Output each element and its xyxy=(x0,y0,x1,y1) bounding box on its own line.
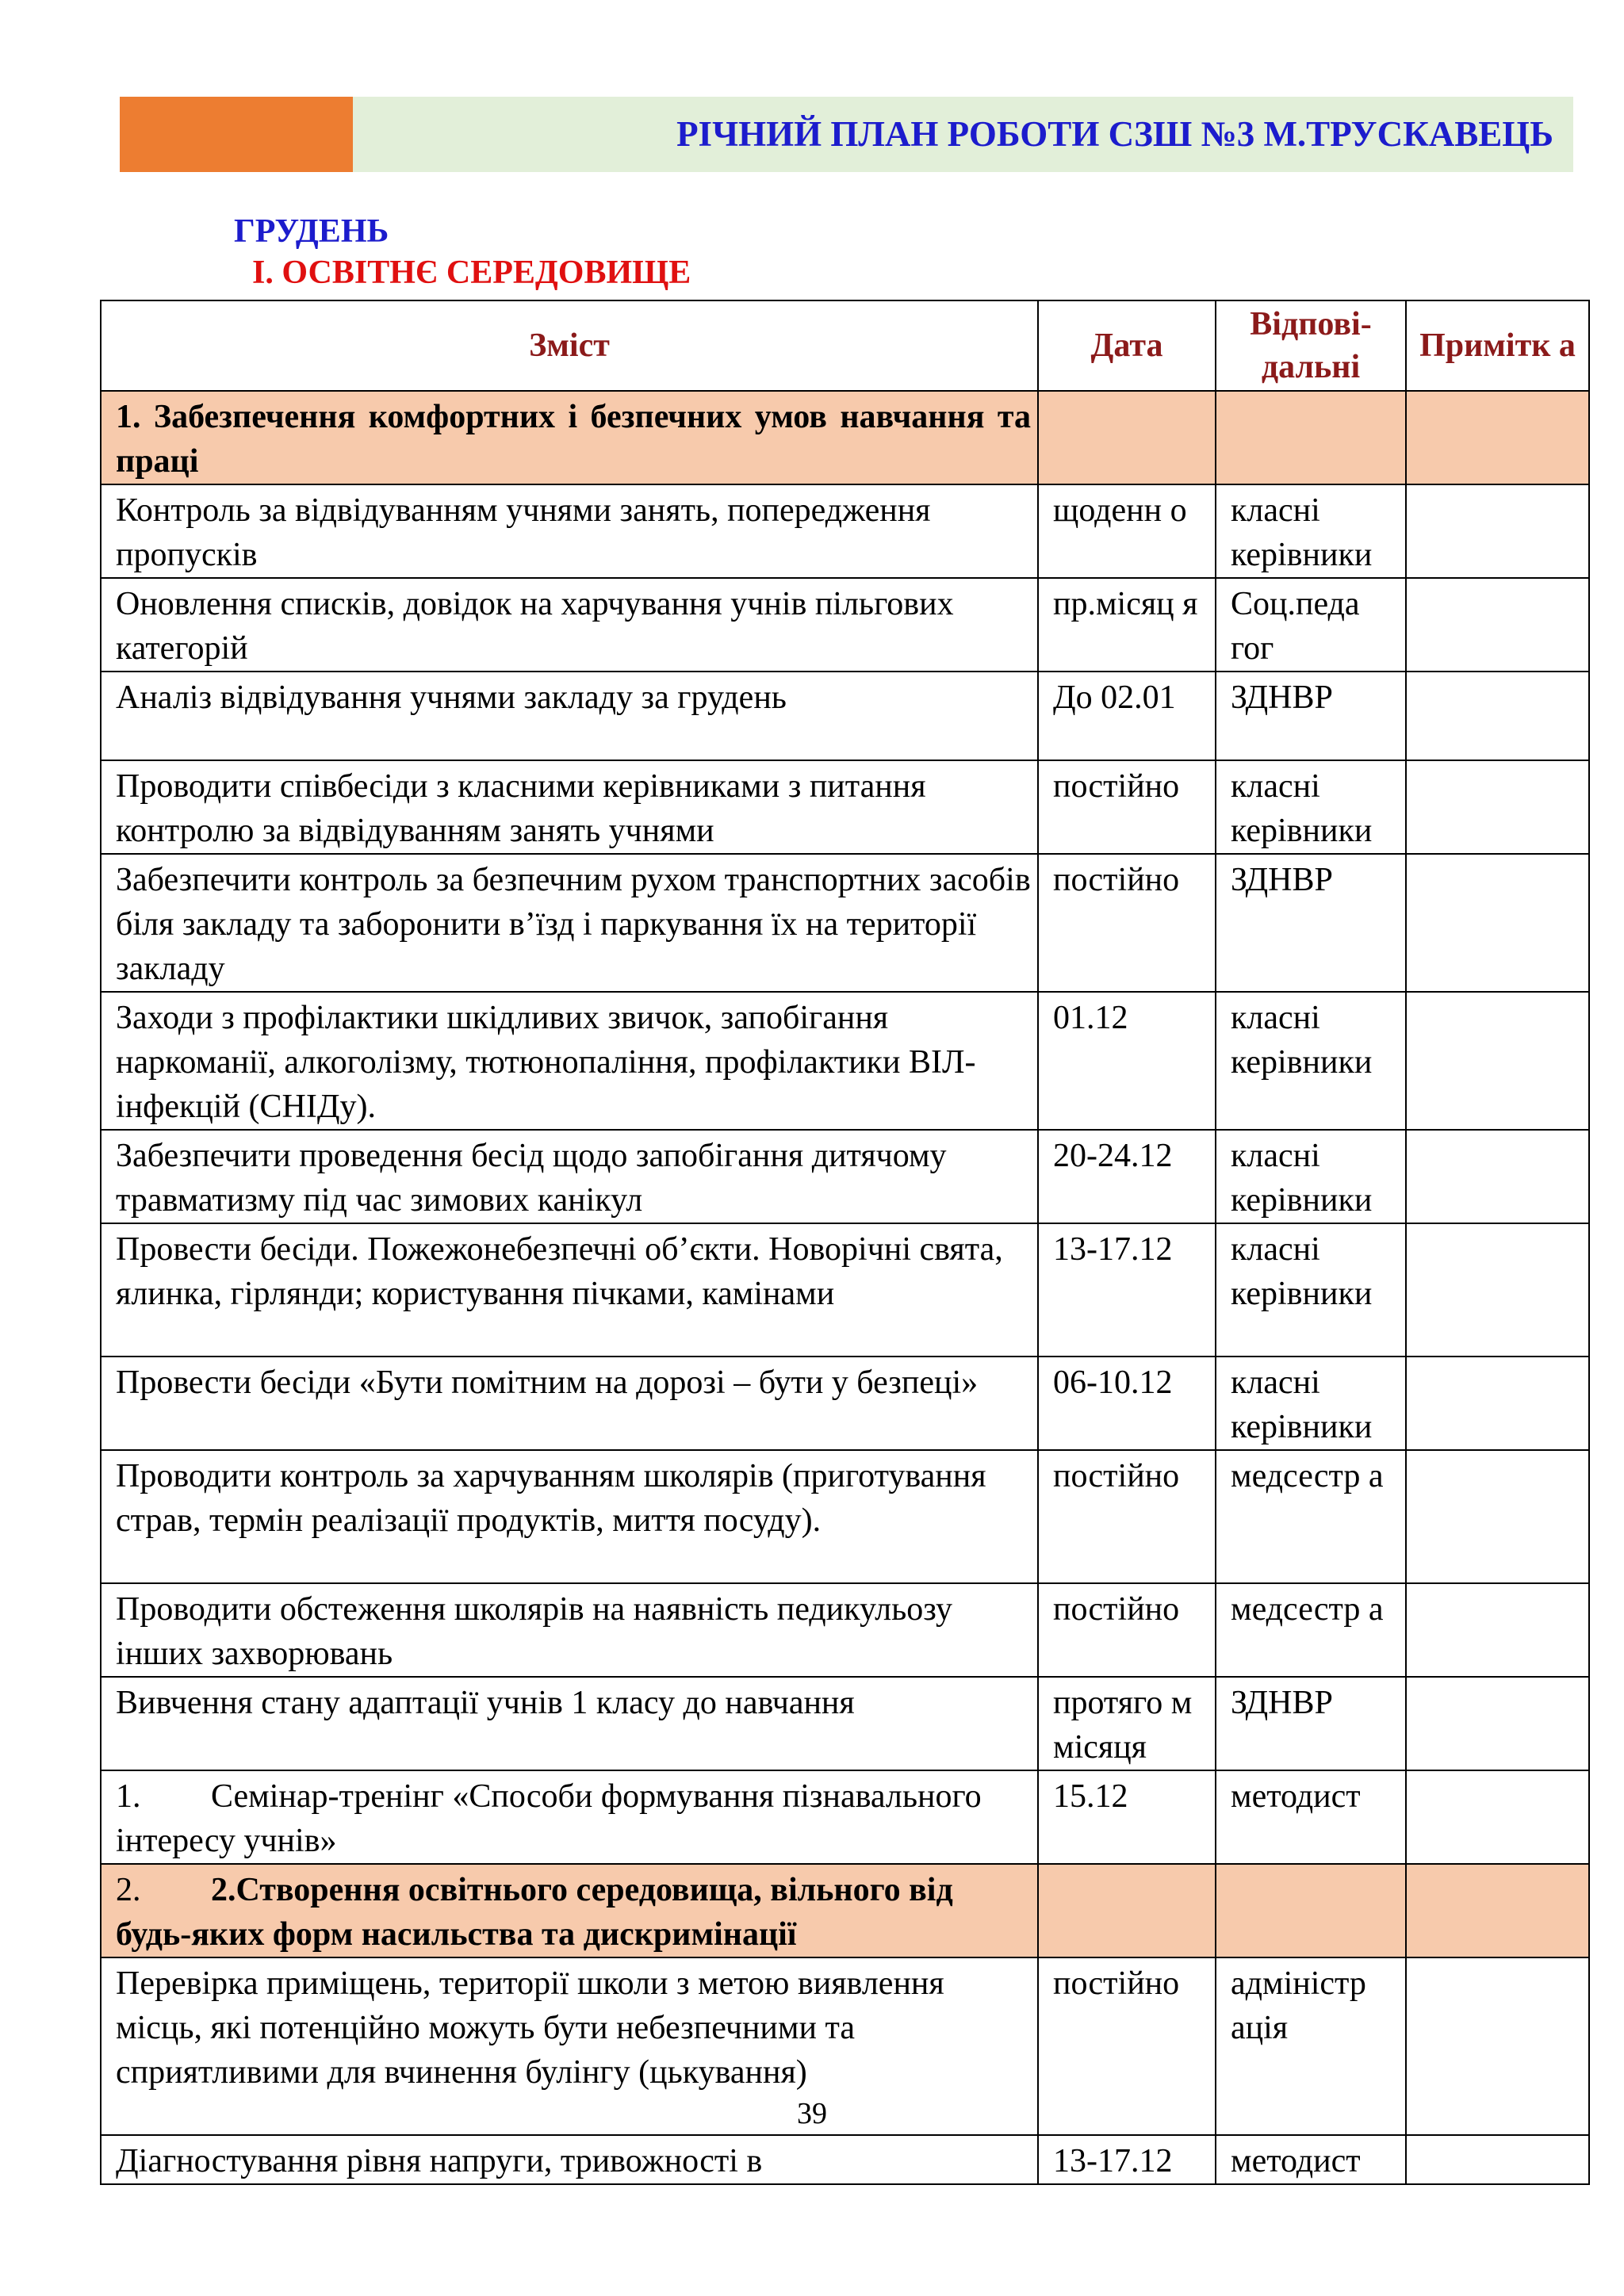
row-content: Оновлення списків, довідок на харчування учнів пільгових категорій xyxy=(116,586,954,667)
row-content: Діагностування рівня напруги, тривожності в xyxy=(116,2143,763,2179)
row-responsible: ЗДНВР xyxy=(1231,1685,1333,1721)
row-note xyxy=(1407,1958,1588,1961)
row-content: Заходи з профілактики шкідливих звичок, запобігання наркоманії, алкоголізму, тютюнопаління, профілактики ВІЛ-інфекцій (СНІДу). xyxy=(116,1000,976,1125)
row-note xyxy=(1407,761,1588,764)
row-responsible: ЗДНВР xyxy=(1231,679,1333,716)
table-row xyxy=(101,672,1589,760)
section-title xyxy=(102,1865,1037,1957)
row-number: 1. xyxy=(116,1778,141,1815)
row-note xyxy=(1407,1131,1588,1134)
row-content: Аналіз відвідування учнями закладу за грудень xyxy=(116,679,787,716)
section-row xyxy=(101,1864,1589,1957)
row-date: протяго м місяця xyxy=(1053,1685,1193,1766)
document-title: РІЧНИЙ ПЛАН РОБОТИ СЗШ №3 М.ТРУСКАВЕЦЬ xyxy=(676,114,1553,154)
row-responsible: методист xyxy=(1231,2143,1361,2179)
row-date: постійно xyxy=(1053,1965,1180,2002)
row-date: постійно xyxy=(1053,768,1180,805)
table-row xyxy=(101,1450,1589,1583)
row-date: 06-10.12 xyxy=(1053,1364,1173,1401)
row-date: постійно xyxy=(1053,1458,1180,1494)
row-content: Проводити контроль за харчуванням школярів (приготування страв, термін реалізації продуктів, миття посуду). xyxy=(116,1458,986,1539)
column-header-responsible: Відпові-дальні xyxy=(1216,300,1406,391)
row-responsible: адміністр ація xyxy=(1231,1965,1366,2046)
row-note xyxy=(1407,1224,1588,1227)
table-row xyxy=(101,1223,1589,1357)
header-accent-block xyxy=(120,97,353,172)
row-date: 01.12 xyxy=(1053,1000,1128,1036)
row-date: 13-17.12 xyxy=(1053,1231,1173,1268)
row-responsible: класні керівники xyxy=(1231,1364,1373,1445)
row-responsible: методист xyxy=(1231,1778,1361,1815)
table-row xyxy=(101,1357,1589,1450)
row-note xyxy=(1407,579,1588,582)
row-note xyxy=(1407,1678,1588,1681)
column-header-content: Зміст xyxy=(101,300,1038,391)
table-row xyxy=(101,854,1589,992)
row-note xyxy=(1407,2136,1588,2139)
table-row xyxy=(101,1583,1589,1677)
row-date: 15.12 xyxy=(1053,1778,1128,1815)
section-heading: І. ОСВІТНЄ СЕРЕДОВИЩЕ xyxy=(252,254,691,291)
table-row xyxy=(101,484,1589,578)
section-number: 2. xyxy=(116,1872,141,1908)
table-header-row xyxy=(101,300,1589,391)
page-number: 39 xyxy=(797,2097,827,2130)
row-date: постійно xyxy=(1053,862,1180,898)
section-row xyxy=(101,391,1589,484)
row-content: Провести бесіди. Пожежонебезпечні об’єкти. Новорічні свята, ялинка, гірлянди; користування пічками, камінами xyxy=(116,1231,1003,1312)
table-row xyxy=(101,760,1589,854)
row-note xyxy=(1407,1584,1588,1587)
row-content: Вивчення стану адаптації учнів 1 класу до навчання xyxy=(116,1685,855,1721)
row-responsible: ЗДНВР xyxy=(1231,862,1333,898)
row-responsible: класні керівники xyxy=(1231,1231,1373,1312)
row-note xyxy=(1407,993,1588,996)
row-responsible: класні керівники xyxy=(1231,492,1373,573)
row-content: Перевірка приміщень, території школи з метою виявлення місць, які потенційно можуть бути небезпечними та сприятливими для вчинення булінгу (цькування) xyxy=(116,1965,944,2091)
column-header-date: Дата xyxy=(1038,300,1216,391)
row-responsible: класні керівники xyxy=(1231,1138,1373,1219)
row-note xyxy=(1407,1451,1588,1454)
column-header-note: Примітк а xyxy=(1406,300,1589,391)
plan-table xyxy=(100,300,1590,2185)
row-date: щоденн о xyxy=(1053,492,1187,529)
row-responsible: класні керівники xyxy=(1231,768,1373,849)
month-heading: ГРУДЕНЬ xyxy=(234,213,389,250)
row-date: пр.місяц я xyxy=(1053,586,1198,622)
section-title-text: 2.Створення освітнього середовища, вільного від будь-яких форм насильства та дискримінації xyxy=(116,1872,953,1953)
row-content: Забезпечити проведення бесід щодо запобігання дитячому травматизму під час зимових канікул xyxy=(116,1138,947,1219)
row-content: Проводити обстеження школярів на наявність педикульозу інших захворювань xyxy=(116,1591,952,1672)
row-content: Контроль за відвідуванням учнями занять, попередження пропусків xyxy=(116,492,931,573)
row-date: До 02.01 xyxy=(1053,679,1176,716)
table-row xyxy=(101,992,1589,1130)
table-row xyxy=(101,1130,1589,1223)
row-content: Провести бесіди «Бути помітним на дорозі – бути у безпеці» xyxy=(116,1364,979,1401)
row-responsible: Соц.педа гог xyxy=(1231,586,1360,667)
row-note xyxy=(1407,1357,1588,1360)
row-content: Забезпечити контроль за безпечним рухом транспортних засобів біля закладу та заборонити в’їзд і паркування їх на території закладу xyxy=(116,862,1031,987)
row-content-text: Семінар-тренінг «Способи формування пізнавального інтересу учнів» xyxy=(116,1778,982,1859)
section-title: 1. Забезпечення комфортних і безпечних умов навчання та праці xyxy=(116,399,1031,480)
row-date: 20-24.12 xyxy=(1053,1138,1173,1174)
row-content: Проводити співбесіди з класними керівниками з питання контролю за відвідуванням занять учнями xyxy=(116,768,926,849)
table-row xyxy=(101,1770,1589,1864)
row-responsible: медсестр а xyxy=(1231,1591,1384,1628)
row-note xyxy=(1407,485,1588,488)
table-row xyxy=(101,2135,1589,2184)
row-responsible: медсестр а xyxy=(1231,1458,1384,1494)
table-row xyxy=(101,1677,1589,1770)
row-date: 13-17.12 xyxy=(1053,2143,1173,2179)
row-responsible: класні керівники xyxy=(1231,1000,1373,1081)
table-row xyxy=(101,578,1589,672)
row-date: постійно xyxy=(1053,1591,1180,1628)
row-content xyxy=(102,1771,1037,1863)
row-note xyxy=(1407,672,1588,675)
row-note xyxy=(1407,855,1588,858)
